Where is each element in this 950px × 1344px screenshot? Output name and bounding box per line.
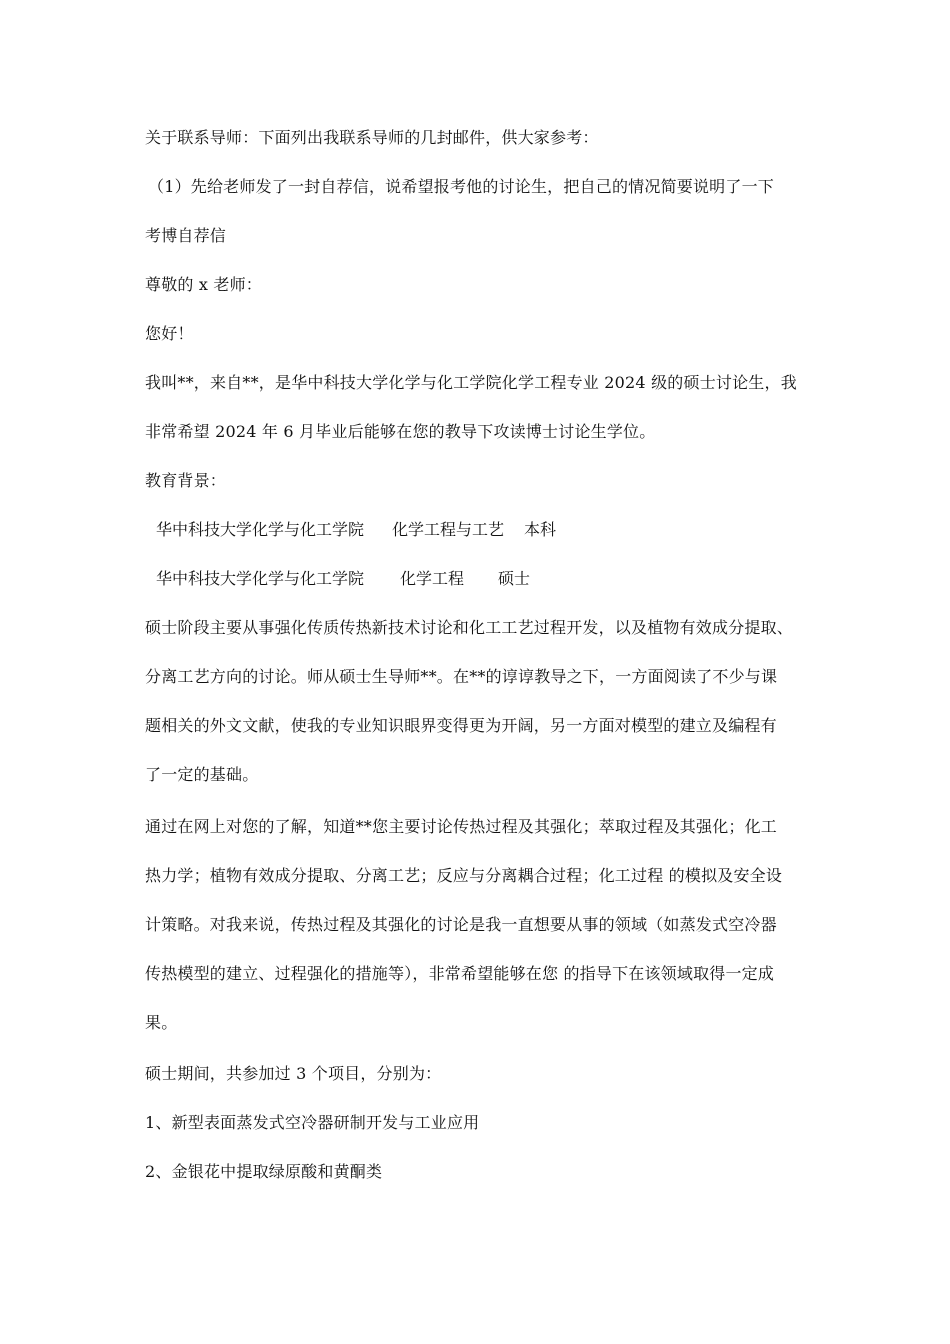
- paragraph-1-line-2: 非常希望 2024 年 6 月毕业后能够在您的教导下攻读博士讨论生学位。: [145, 422, 656, 441]
- paragraph-3-line-1: 通过在网上对您的了解，知道**您主要讨论传热过程及其强化；萃取过程及其强化；化工: [145, 817, 778, 836]
- project-item: 2、金银花中提取绿原酸和黄酮类: [145, 1162, 383, 1181]
- paragraph-2-line-3: 题相关的外文文献，使我的专业知识眼界变得更为开阔，另一方面对模型的建立及编程有: [145, 716, 777, 735]
- education-heading: 教育背景：: [145, 471, 227, 490]
- project-item: 1、新型表面蒸发式空冷器研制开发与工业应用: [145, 1113, 480, 1132]
- paragraph-2-line-4: 了一定的基础。: [145, 765, 259, 784]
- paragraph-3-line-2: 热力学；植物有效成分提取、分离工艺；反应与分离耦合过程；化工过程 的模拟及安全设: [145, 866, 783, 885]
- paragraph-3-line-3: 计策略。对我来说，传热过程及其强化的讨论是我一直想要从事的领域（如蒸发式空冷器: [145, 915, 777, 934]
- salutation: 尊敬的 x 老师：: [145, 275, 262, 294]
- education-degree: 本科: [524, 520, 557, 539]
- paragraph-1-line-1: 我叫**，来自**，是华中科技大学化学与化工学院化学工程专业 2024 级的硕士讨论生，我: [145, 373, 797, 392]
- projects-heading: 硕士期间，共参加过 3 个项目，分别为：: [145, 1064, 442, 1083]
- education-school: 华中科技大学化学与化工学院: [156, 520, 365, 539]
- education-major: 化学工程与工艺: [392, 520, 505, 539]
- paragraph-2-line-1: 硕士阶段主要从事强化传质传热新技术讨论和化工工艺过程开发，以及植物有效成分提取、: [145, 618, 794, 637]
- paragraph-2-line-2: 分离工艺方向的讨论。师从硕士生导师**。在**的谆谆教导之下，一方面阅读了不少与课: [145, 667, 778, 686]
- step-1-text: （1）先给老师发了一封自荐信，说希望报考他的讨论生，把自己的情况简要说明了一下: [148, 177, 774, 196]
- paragraph-3-line-4: 传热模型的建立、过程强化的措施等），非常希望能够在您 的指导下在该领域取得一定成: [145, 964, 775, 983]
- intro-text: 关于联系导师：下面列出我联系导师的几封邮件，供大家参考：: [145, 128, 599, 147]
- letter-title: 考博自荐信: [145, 226, 227, 245]
- education-major: 化学工程: [400, 569, 465, 588]
- paragraph-3-line-5: 果。: [145, 1013, 178, 1032]
- education-school: 华中科技大学化学与化工学院: [156, 569, 365, 588]
- education-degree: 硕士: [498, 569, 531, 588]
- greeting: 您好！: [145, 324, 194, 343]
